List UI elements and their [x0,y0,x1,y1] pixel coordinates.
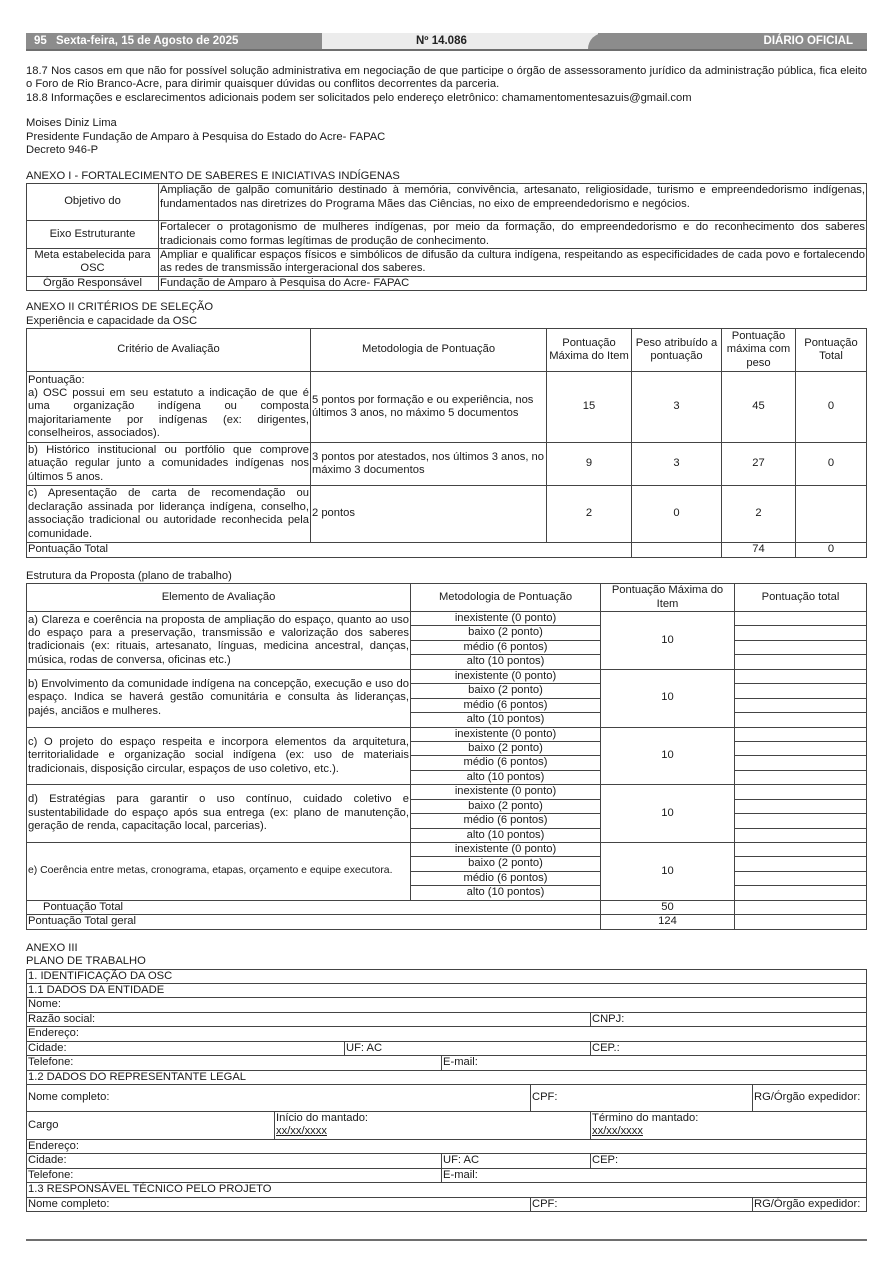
total-cell [796,486,867,543]
weight-cell: 3 [632,372,722,443]
field-inicio-mandato[interactable]: Início do mantado: xx/xx/xxxx [275,1112,591,1140]
field-cidade[interactable]: Cidade: [27,1041,345,1055]
field-cidade-rep[interactable]: Cidade: [27,1154,442,1168]
field-razao-social[interactable]: Razão social: [27,1012,591,1026]
field-email-rep[interactable]: E-mail: [442,1168,867,1182]
table-row [27,221,867,249]
score-input-cell[interactable] [735,799,867,813]
score-input-cell[interactable] [735,713,867,727]
row-text: Fortalecer o protagonismo de mulheres indígenas, por meio da formação, do empreendedorismo e do reconhecimento dos saberes tradicionais como formas legítimas de produção de conhecimento. [160,221,865,247]
scoring-level: baixo (2 ponto) [411,857,601,871]
section-1-3-header: 1.3 RESPONSÁVEL TÉCNICO PELO PROJETO [27,1183,867,1197]
column-header: Critério de Avaliação [27,329,311,372]
estrutura-title: Estrutura da Proposta (plano de trabalho) [26,569,232,582]
field-nome[interactable]: Nome: [27,998,867,1012]
weight-cell: 3 [632,443,722,486]
table-row [27,372,867,443]
section-1-header: 1. IDENTIFICAÇÃO DA OSC [27,969,867,983]
table-row [27,276,867,290]
score-input-cell[interactable] [735,843,867,857]
max-score: 10 [601,785,735,843]
scoring-level: alto (10 pontos) [411,828,601,842]
field-telefone-rep[interactable]: Telefone: [27,1168,442,1182]
method-cell: 5 pontos por formação e ou experiência, nos últimos 3 anos, no máximo 5 documentos [311,372,547,443]
page-number: 95 [34,35,47,47]
column-header: Pontuação máxima com peso [722,329,796,372]
evaluation-element: c) O projeto do espaço respeita e incorpora elementos da arquitetura, territorialidade e organização social indígena (ex: uso de materiais tradicionais, disposição circular, espaços de uso coletivo, etc.). [27,727,411,785]
column-header: Pontuação Máxima do Item [601,584,735,612]
section-1-2-header: 1.2 DADOS DO REPRESENTANTE LEGAL [27,1070,867,1084]
field-endereco[interactable]: Endereço: [27,1027,867,1041]
scoring-level: baixo (2 ponto) [411,799,601,813]
score-input-cell[interactable] [735,655,867,669]
evaluation-element: e) Coerência entre metas, cronograma, etapas, orçamento e equipe executora. [27,843,411,901]
scoring-level: inexistente (0 ponto) [411,727,601,741]
score-input-cell[interactable] [735,756,867,770]
row-label: Meta estabelecida para OSC [27,248,159,276]
scoring-level: médio (6 pontos) [411,698,601,712]
issue-date: Sexta-feira, 15 de Agosto de 2025 [56,35,239,47]
field-uf[interactable]: UF: AC [345,1041,591,1055]
scoring-level: inexistente (0 ponto) [411,669,601,683]
scoring-level: médio (6 pontos) [411,640,601,654]
criteria-table [26,328,867,557]
max-cell: 2 [547,486,632,543]
column-header: Pontuação total [735,584,867,612]
criterion-cell: b) Histórico institucional ou portfólio que comprove atuação regular junto a comunidades indígenas nos últimos 5 anos. [27,443,311,486]
column-header: Metodologia de Pontuação [411,584,601,612]
score-input-cell[interactable] [735,857,867,871]
field-cpf-tec[interactable]: CPF: [531,1197,753,1211]
score-input-cell[interactable] [735,626,867,640]
score-input-cell[interactable] [735,727,867,741]
work-plan-form [26,969,867,1213]
scoring-level: baixo (2 ponto) [411,626,601,640]
total-cell: 0 [796,372,867,443]
scoring-level: médio (6 pontos) [411,756,601,770]
paragraph-18-7: 18.7 Nos casos em que não for possível solução administrativa em negociação de que participe o órgão de assessoramento jurídico da administração pública, fica eleito o Foro de Rio Branco-Acre, para dirimir quaisquer dúvidas ou conflitos decorrentes da parceria. [26,65,867,91]
score-input-cell[interactable] [735,640,867,654]
max-score: 10 [601,843,735,901]
footer-rule [26,1239,867,1241]
table-row [27,727,867,741]
score-input-cell[interactable] [735,770,867,784]
field-cargo[interactable]: Cargo [27,1112,275,1140]
anexo3-title: ANEXO III [26,941,78,954]
grand-total-label: Pontuação Total geral [27,915,601,929]
score-input-cell[interactable] [735,871,867,885]
row-label: Eixo Estruturante [27,221,159,249]
score-input-cell[interactable] [735,814,867,828]
total-total: 0 [796,543,867,557]
structure-total-label: Pontuação Total [27,900,601,914]
grand-total-value: 124 [601,915,735,929]
total-max-weighted: 74 [722,543,796,557]
table-row [27,248,867,276]
score-input-cell[interactable] [735,612,867,626]
scoring-level: alto (10 pontos) [411,655,601,669]
anexo1-title: ANEXO I - FORTALECIMENTO DE SABERES E INICIATIVAS INDÍGENAS [26,169,400,182]
signer-name: Moises Diniz Lima [26,117,117,130]
max-cell: 15 [547,372,632,443]
table-header-row [27,329,867,372]
anexo1-table [26,183,867,291]
max-score: 10 [601,669,735,727]
page-header [26,33,867,51]
row-text: Ampliar e qualificar espaços físicos e simbólicos de difusão da cultura indígena, respeitando as especificidades de cada povo e fortalecendo as redes de transmissão intergeracional dos saberes. [160,248,865,275]
criterion-cell: Pontuação: a) OSC possui em seu estatuto a indicação de que é uma organização indígena ou composta majoritariamente por indígenas (ex: dirigentes, conselheiros, associados). [27,372,311,443]
paragraph-18-8: 18.8 Informações e esclarecimentos adicionais podem ser solicitados pelo endereço eletrônico: chamamentomentesazuis@gmail.com [26,91,692,104]
scoring-level: alto (10 pontos) [411,886,601,900]
table-header-row [27,584,867,612]
table-total-row [27,543,867,557]
max-weighted-cell: 27 [722,443,796,486]
table-row [27,785,867,799]
table-row [27,486,867,543]
scoring-level: inexistente (0 ponto) [411,785,601,799]
inicio-date: xx/xx/xxxx [276,1125,327,1138]
table-total-row [27,915,867,929]
evaluation-element: b) Envolvimento da comunidade indígena na concepção, execução e uso do espaço. Indica se haverá gestão comunitária e consulta às lideranças, pajés, anciãos e mulheres. [27,669,411,727]
evaluation-element: d) Estratégias para garantir o uso contínuo, cuidado coletivo e sustentabilidade do espaço após sua entrega (ex: plano de manutenção, geração de renda, capacitação local, parcerias). [27,785,411,843]
field-cpf[interactable]: CPF: [531,1085,753,1112]
signer-decree: Decreto 946-P [26,144,99,157]
method-cell: 2 pontos [311,486,547,543]
column-header: Elemento de Avaliação [27,584,411,612]
row-text: Fundação de Amparo à Pesquisa do Acre- FAPAC [159,276,867,290]
table-row [27,669,867,683]
score-input-cell[interactable] [735,886,867,900]
field-uf-rep[interactable]: UF: AC [442,1154,591,1168]
field-termino-mandato[interactable]: Término do mantado: xx/xx/xxxx [591,1112,867,1140]
max-cell: 9 [547,443,632,486]
total-label: Pontuação Total [27,543,632,557]
field-nome-completo[interactable]: Nome completo: [27,1085,531,1112]
method-cell: 3 pontos por atestados, nos últimos 3 anos, no máximo 3 documentos [311,443,547,486]
field-cep[interactable]: CEP.: [591,1041,867,1055]
max-weighted-cell: 45 [722,372,796,443]
structure-total-value: 50 [601,900,735,914]
criterion-cell: c) Apresentação de carta de recomendação ou declaração assinada por liderança indígena, conselho, associação tradicional ou autoridade reconhecida pela comunidade. [27,486,311,543]
field-cep-rep[interactable]: CEP: [591,1154,867,1168]
scoring-level: baixo (2 ponto) [411,741,601,755]
score-input-cell[interactable] [735,828,867,842]
row-text: Ampliação de galpão comunitário destinado à memória, convivência, artesanato, religiosidade, turismo e empreendedorismo indígenas, fundamentados nas diretrizes do Programa Mães das Ciências, no eixo de empreendedorismo e negócios. [159,184,867,221]
table-row [27,443,867,486]
scoring-level: alto (10 pontos) [411,770,601,784]
termino-date: xx/xx/xxxx [592,1125,643,1138]
column-header: Peso atribuído a pontuação [632,329,722,372]
field-rg-tec[interactable]: RG/Órgão expedidor: [753,1197,867,1211]
issue-number: Nº 14.086 [416,35,467,47]
table-total-row [27,900,867,914]
score-input-cell[interactable] [735,741,867,755]
table-row [27,612,867,626]
page-content [26,65,867,1212]
signer-role: Presidente Fundação de Amparo à Pesquisa do Estado do Acre- FAPAC [26,130,386,143]
score-input-cell[interactable] [735,785,867,799]
field-telefone[interactable]: Telefone: [27,1056,442,1070]
score-input-cell[interactable] [735,684,867,698]
max-weighted-cell: 2 [722,486,796,543]
section-1-1-header: 1.1 DADOS DA ENTIDADE [27,983,867,997]
column-header: Pontuação Total [796,329,867,372]
field-email[interactable]: E-mail: [442,1056,867,1070]
table-row [27,184,867,221]
row-label: Objetivo do [27,184,159,221]
column-header: Metodologia de Pontuação [311,329,547,372]
field-rg[interactable]: RG/Órgão expedidor: [753,1085,867,1112]
scoring-level: baixo (2 ponto) [411,684,601,698]
scoring-level: inexistente (0 ponto) [411,843,601,857]
column-header: Pontuação Máxima do Item [547,329,632,372]
anexo2-subtitle: Experiência e capacidade da OSC [26,314,198,327]
anexo3-subtitle: PLANO DE TRABALHO [26,955,146,968]
total-cell: 0 [796,443,867,486]
field-cnpj[interactable]: CNPJ: [591,1012,867,1026]
scoring-level: alto (10 pontos) [411,713,601,727]
proposal-structure-table [26,583,867,930]
field-endereco-rep[interactable]: Endereço: [27,1139,867,1153]
publication-title: DIÁRIO OFICIAL [763,35,853,47]
anexo2-title: ANEXO II CRITÉRIOS DE SELEÇÃO [26,301,214,314]
score-input-cell[interactable] [735,698,867,712]
scoring-level: inexistente (0 ponto) [411,612,601,626]
scoring-level: médio (6 pontos) [411,814,601,828]
weight-cell: 0 [632,486,722,543]
max-score: 10 [601,612,735,670]
score-input-cell[interactable] [735,669,867,683]
row-label: Órgão Responsável [27,276,159,290]
scoring-level: médio (6 pontos) [411,871,601,885]
table-row [27,843,867,857]
field-nome-completo-tec[interactable]: Nome completo: [27,1197,531,1211]
evaluation-element: a) Clareza e coerência na proposta de ampliação do espaço, quanto ao uso do espaço para a preservação, transmissão e valorização dos saberes tradicionais (ex: rituais, artesanato, línguas, medicina ancestral, danças, música, rodas de conversa, oficinas etc.) [27,612,411,670]
max-score: 10 [601,727,735,785]
